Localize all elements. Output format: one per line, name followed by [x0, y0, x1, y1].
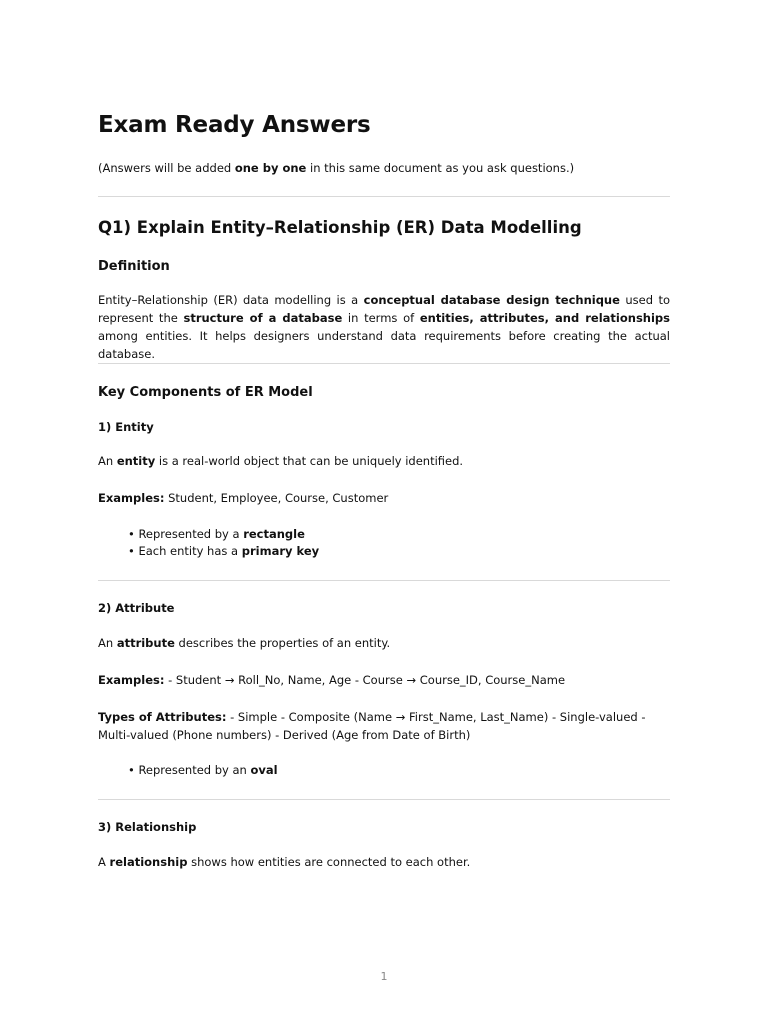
- divider: [98, 580, 670, 581]
- divider: [98, 363, 670, 364]
- document-title: Exam Ready Answers: [98, 112, 371, 138]
- entity-examples: [98, 489, 670, 507]
- intro-bold: one by one: [234, 161, 307, 175]
- attribute-types-label: Types of Attributes:: [98, 710, 227, 724]
- list-item: [128, 543, 319, 560]
- relationship-desc-bold: relationship: [109, 855, 188, 869]
- list-item-bold: primary key: [241, 544, 320, 558]
- page-number: 1: [380, 970, 388, 983]
- list-item-text: • Represented by a: [128, 527, 244, 541]
- list-item: [128, 526, 305, 543]
- attribute-description: [98, 634, 670, 652]
- attribute-desc-bold: attribute: [116, 636, 175, 650]
- attribute-heading: 2) Attribute: [98, 601, 175, 615]
- definition-text: Entity–Relationship (ER) data modelling is a: [98, 293, 364, 307]
- components-heading: Key Components of ER Model: [98, 385, 313, 400]
- definition-text: among entities. It helps designers understand data requirements before creating the actual database.: [98, 329, 670, 361]
- divider: [98, 196, 670, 197]
- entity-examples-label: Examples:: [98, 491, 165, 505]
- list-item-text: • Represented by an: [128, 763, 251, 777]
- definition-text: used to represent the: [98, 293, 670, 325]
- list-item: [128, 762, 278, 779]
- entity-desc-text: An: [98, 454, 117, 468]
- intro-text: (Answers will be added: [98, 161, 235, 175]
- entity-examples-text: Student, Employee, Course, Customer: [164, 491, 389, 505]
- definition-text: in terms of: [342, 311, 420, 325]
- definition-bold: conceptual database design technique: [363, 293, 620, 307]
- attribute-types-text: - Simple - Composite (Name → First_Name, Last_Name) - Single-valued - Multi-valued (Phone numbers) - Derived (Age from Date of Birth): [98, 710, 646, 742]
- attribute-examples-label: Examples:: [98, 673, 165, 687]
- definition-bold: structure of a database: [183, 311, 343, 325]
- definition-heading: Definition: [98, 259, 170, 274]
- definition-bold: entities, attributes, and relationships: [419, 311, 670, 325]
- entity-desc-text-end: is a real-world object that can be uniquely identified.: [155, 454, 464, 468]
- list-item-bold: rectangle: [243, 527, 305, 541]
- attribute-examples-text: - Student → Roll_No, Name, Age - Course → Course_ID, Course_Name: [164, 673, 566, 687]
- intro-note: [98, 159, 670, 177]
- divider: [98, 799, 670, 800]
- relationship-heading: 3) Relationship: [98, 820, 197, 834]
- list-item-bold: oval: [250, 763, 278, 777]
- intro-text-end: in this same document as you ask questions.): [306, 161, 575, 175]
- relationship-description: [98, 853, 670, 871]
- entity-heading: 1) Entity: [98, 420, 154, 434]
- attribute-desc-text: An: [98, 636, 117, 650]
- entity-description: [98, 452, 670, 470]
- list-item-text: • Each entity has a: [128, 544, 242, 558]
- attribute-desc-text-end: describes the properties of an entity.: [174, 636, 391, 650]
- attribute-types: [98, 708, 670, 744]
- entity-desc-bold: entity: [116, 454, 156, 468]
- q1-heading: Q1) Explain Entity–Relationship (ER) Data Modelling: [98, 218, 582, 237]
- attribute-examples: [98, 671, 670, 689]
- definition-paragraph: [98, 291, 670, 363]
- relationship-desc-text: A: [98, 855, 110, 869]
- relationship-desc-text-end: shows how entities are connected to each other.: [187, 855, 471, 869]
